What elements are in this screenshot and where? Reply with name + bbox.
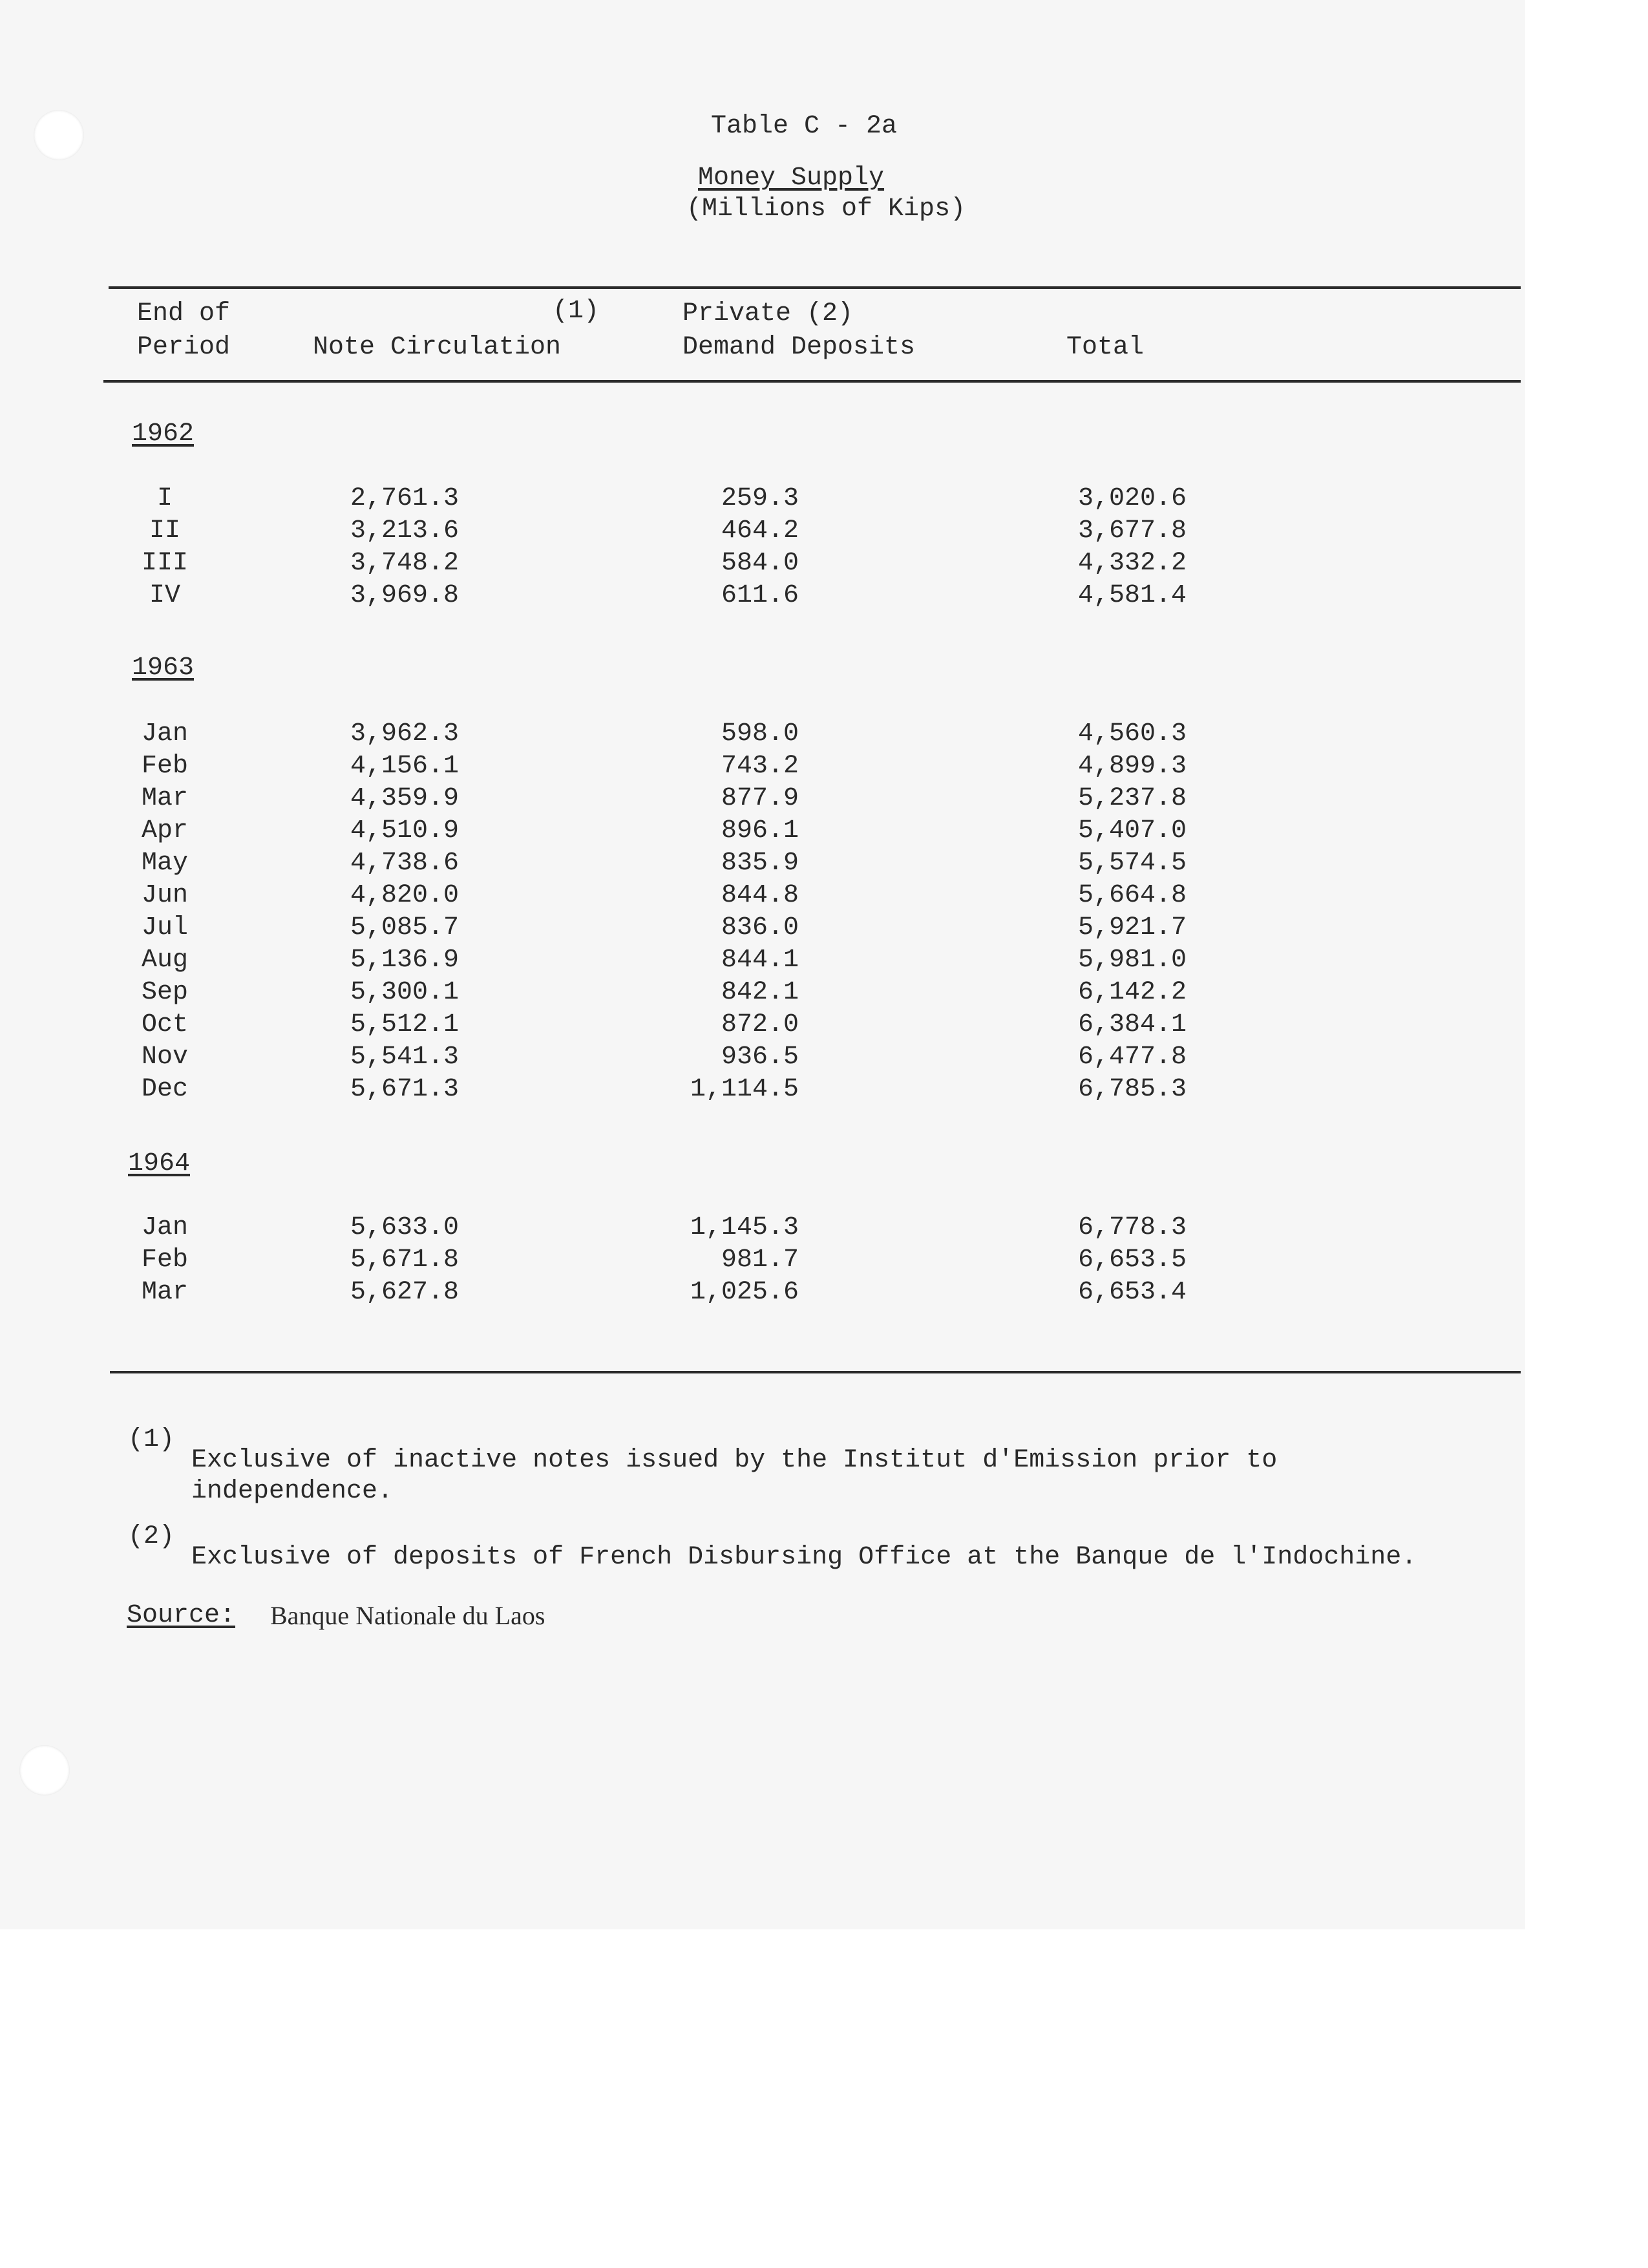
notes-cell: 5,085.7: [350, 913, 459, 942]
total-cell: 4,899.3: [1077, 752, 1187, 781]
table-bottom-rule: [110, 1371, 1521, 1373]
deposits-cell: 842.1: [721, 978, 799, 1007]
deposits-cell: 872.0: [721, 1010, 799, 1039]
source-label: Source:: [127, 1601, 236, 1630]
table-title: Money Supply: [698, 164, 885, 193]
deposits-cell: 611.6: [721, 581, 799, 610]
total-cell: 3,020.6: [1077, 484, 1187, 513]
deposits-cell: 1,145.3: [690, 1213, 799, 1242]
period-cell: III: [141, 549, 188, 578]
year-heading: 1964: [128, 1149, 191, 1178]
header-note-circulation: Note Circulation: [313, 333, 562, 362]
footnote-1-line1: Exclusive of inactive notes issued by the Institut d'Emission prior to: [191, 1446, 1278, 1475]
notes-cell: 4,156.1: [350, 752, 459, 781]
notes-cell: 3,213.6: [350, 516, 459, 546]
total-cell: 6,778.3: [1077, 1213, 1187, 1242]
header-note-marker: (1): [553, 297, 600, 326]
period-cell: Jan: [141, 1213, 188, 1242]
deposits-cell: 743.2: [721, 752, 799, 781]
notes-cell: 4,738.6: [350, 849, 459, 878]
period-cell: Sep: [141, 978, 188, 1007]
deposits-cell: 896.1: [721, 816, 799, 845]
footnote-1-line2: independence.: [191, 1477, 394, 1506]
deposits-cell: 464.2: [721, 516, 799, 546]
total-cell: 6,142.2: [1077, 978, 1187, 1007]
header-deposits-line2: Demand Deposits: [682, 333, 916, 362]
total-cell: 4,560.3: [1077, 719, 1187, 748]
total-cell: 4,581.4: [1077, 581, 1187, 610]
total-cell: 6,653.4: [1077, 1278, 1187, 1307]
total-cell: 6,785.3: [1077, 1075, 1187, 1104]
notes-cell: 3,969.8: [350, 581, 459, 610]
deposits-cell: 835.9: [721, 849, 799, 878]
header-bottom-rule: [103, 380, 1521, 383]
notes-cell: 5,300.1: [350, 978, 459, 1007]
period-cell: Aug: [141, 946, 188, 975]
notes-cell: 5,633.0: [350, 1213, 459, 1242]
notes-cell: 4,359.9: [350, 784, 459, 813]
total-cell: 6,477.8: [1077, 1043, 1187, 1072]
footnote-1-marker: (1): [128, 1425, 175, 1454]
table-label: Table C - 2a: [711, 112, 898, 141]
period-cell: IV: [149, 581, 180, 610]
total-cell: 6,653.5: [1077, 1245, 1187, 1275]
deposits-cell: 981.7: [721, 1245, 799, 1275]
footnote-2-marker: (2): [128, 1522, 175, 1551]
period-cell: May: [141, 849, 188, 878]
period-cell: Mar: [141, 1278, 188, 1307]
total-cell: 5,921.7: [1077, 913, 1187, 942]
header-top-rule: [109, 286, 1521, 289]
total-cell: 5,407.0: [1077, 816, 1187, 845]
total-cell: 3,677.8: [1077, 516, 1187, 546]
deposits-cell: 877.9: [721, 784, 799, 813]
period-cell: Feb: [141, 752, 188, 781]
period-cell: Dec: [141, 1075, 188, 1104]
period-cell: I: [156, 484, 173, 513]
year-heading: 1963: [132, 653, 195, 683]
notes-cell: 3,962.3: [350, 719, 459, 748]
period-cell: Jun: [141, 881, 188, 910]
year-heading: 1962: [132, 419, 195, 449]
total-cell: 4,332.2: [1077, 549, 1187, 578]
deposits-cell: 598.0: [721, 719, 799, 748]
header-period-line2: Period: [137, 333, 231, 362]
notes-cell: 5,541.3: [350, 1043, 459, 1072]
notes-cell: 2,761.3: [350, 484, 459, 513]
deposits-cell: 1,025.6: [690, 1278, 799, 1307]
notes-cell: 5,671.3: [350, 1075, 459, 1104]
notes-cell: 5,671.8: [350, 1245, 459, 1275]
header-period-line1: End of: [137, 299, 231, 328]
notes-cell: 4,820.0: [350, 881, 459, 910]
period-cell: Oct: [141, 1010, 188, 1039]
header-total: Total: [1066, 333, 1145, 362]
deposits-cell: 844.8: [721, 881, 799, 910]
notes-cell: 5,512.1: [350, 1010, 459, 1039]
table-units: (Millions of Kips): [686, 195, 966, 224]
punch-hole-top: [34, 110, 84, 160]
total-cell: 5,574.5: [1077, 849, 1187, 878]
deposits-cell: 844.1: [721, 946, 799, 975]
period-cell: Jan: [141, 719, 188, 748]
deposits-cell: 259.3: [721, 484, 799, 513]
total-cell: 5,664.8: [1077, 881, 1187, 910]
total-cell: 6,384.1: [1077, 1010, 1187, 1039]
header-deposits-line1: Private (2): [682, 299, 854, 328]
total-cell: 5,237.8: [1077, 784, 1187, 813]
period-cell: II: [149, 516, 180, 546]
notes-cell: 3,748.2: [350, 549, 459, 578]
notes-cell: 5,627.8: [350, 1278, 459, 1307]
period-cell: Feb: [141, 1245, 188, 1275]
notes-cell: 5,136.9: [350, 946, 459, 975]
period-cell: Mar: [141, 784, 188, 813]
notes-cell: 4,510.9: [350, 816, 459, 845]
deposits-cell: 936.5: [721, 1043, 799, 1072]
period-cell: Nov: [141, 1043, 188, 1072]
deposits-cell: 836.0: [721, 913, 799, 942]
punch-hole-bottom: [19, 1745, 70, 1796]
deposits-cell: 584.0: [721, 549, 799, 578]
total-cell: 5,981.0: [1077, 946, 1187, 975]
footnote-2-line1: Exclusive of deposits of French Disbursing Office at the Banque de l'Indochine.: [191, 1543, 1417, 1572]
period-cell: Apr: [141, 816, 188, 845]
period-cell: Jul: [141, 913, 188, 942]
source-text: Banque Nationale du Laos: [270, 1601, 545, 1630]
deposits-cell: 1,114.5: [690, 1075, 799, 1104]
